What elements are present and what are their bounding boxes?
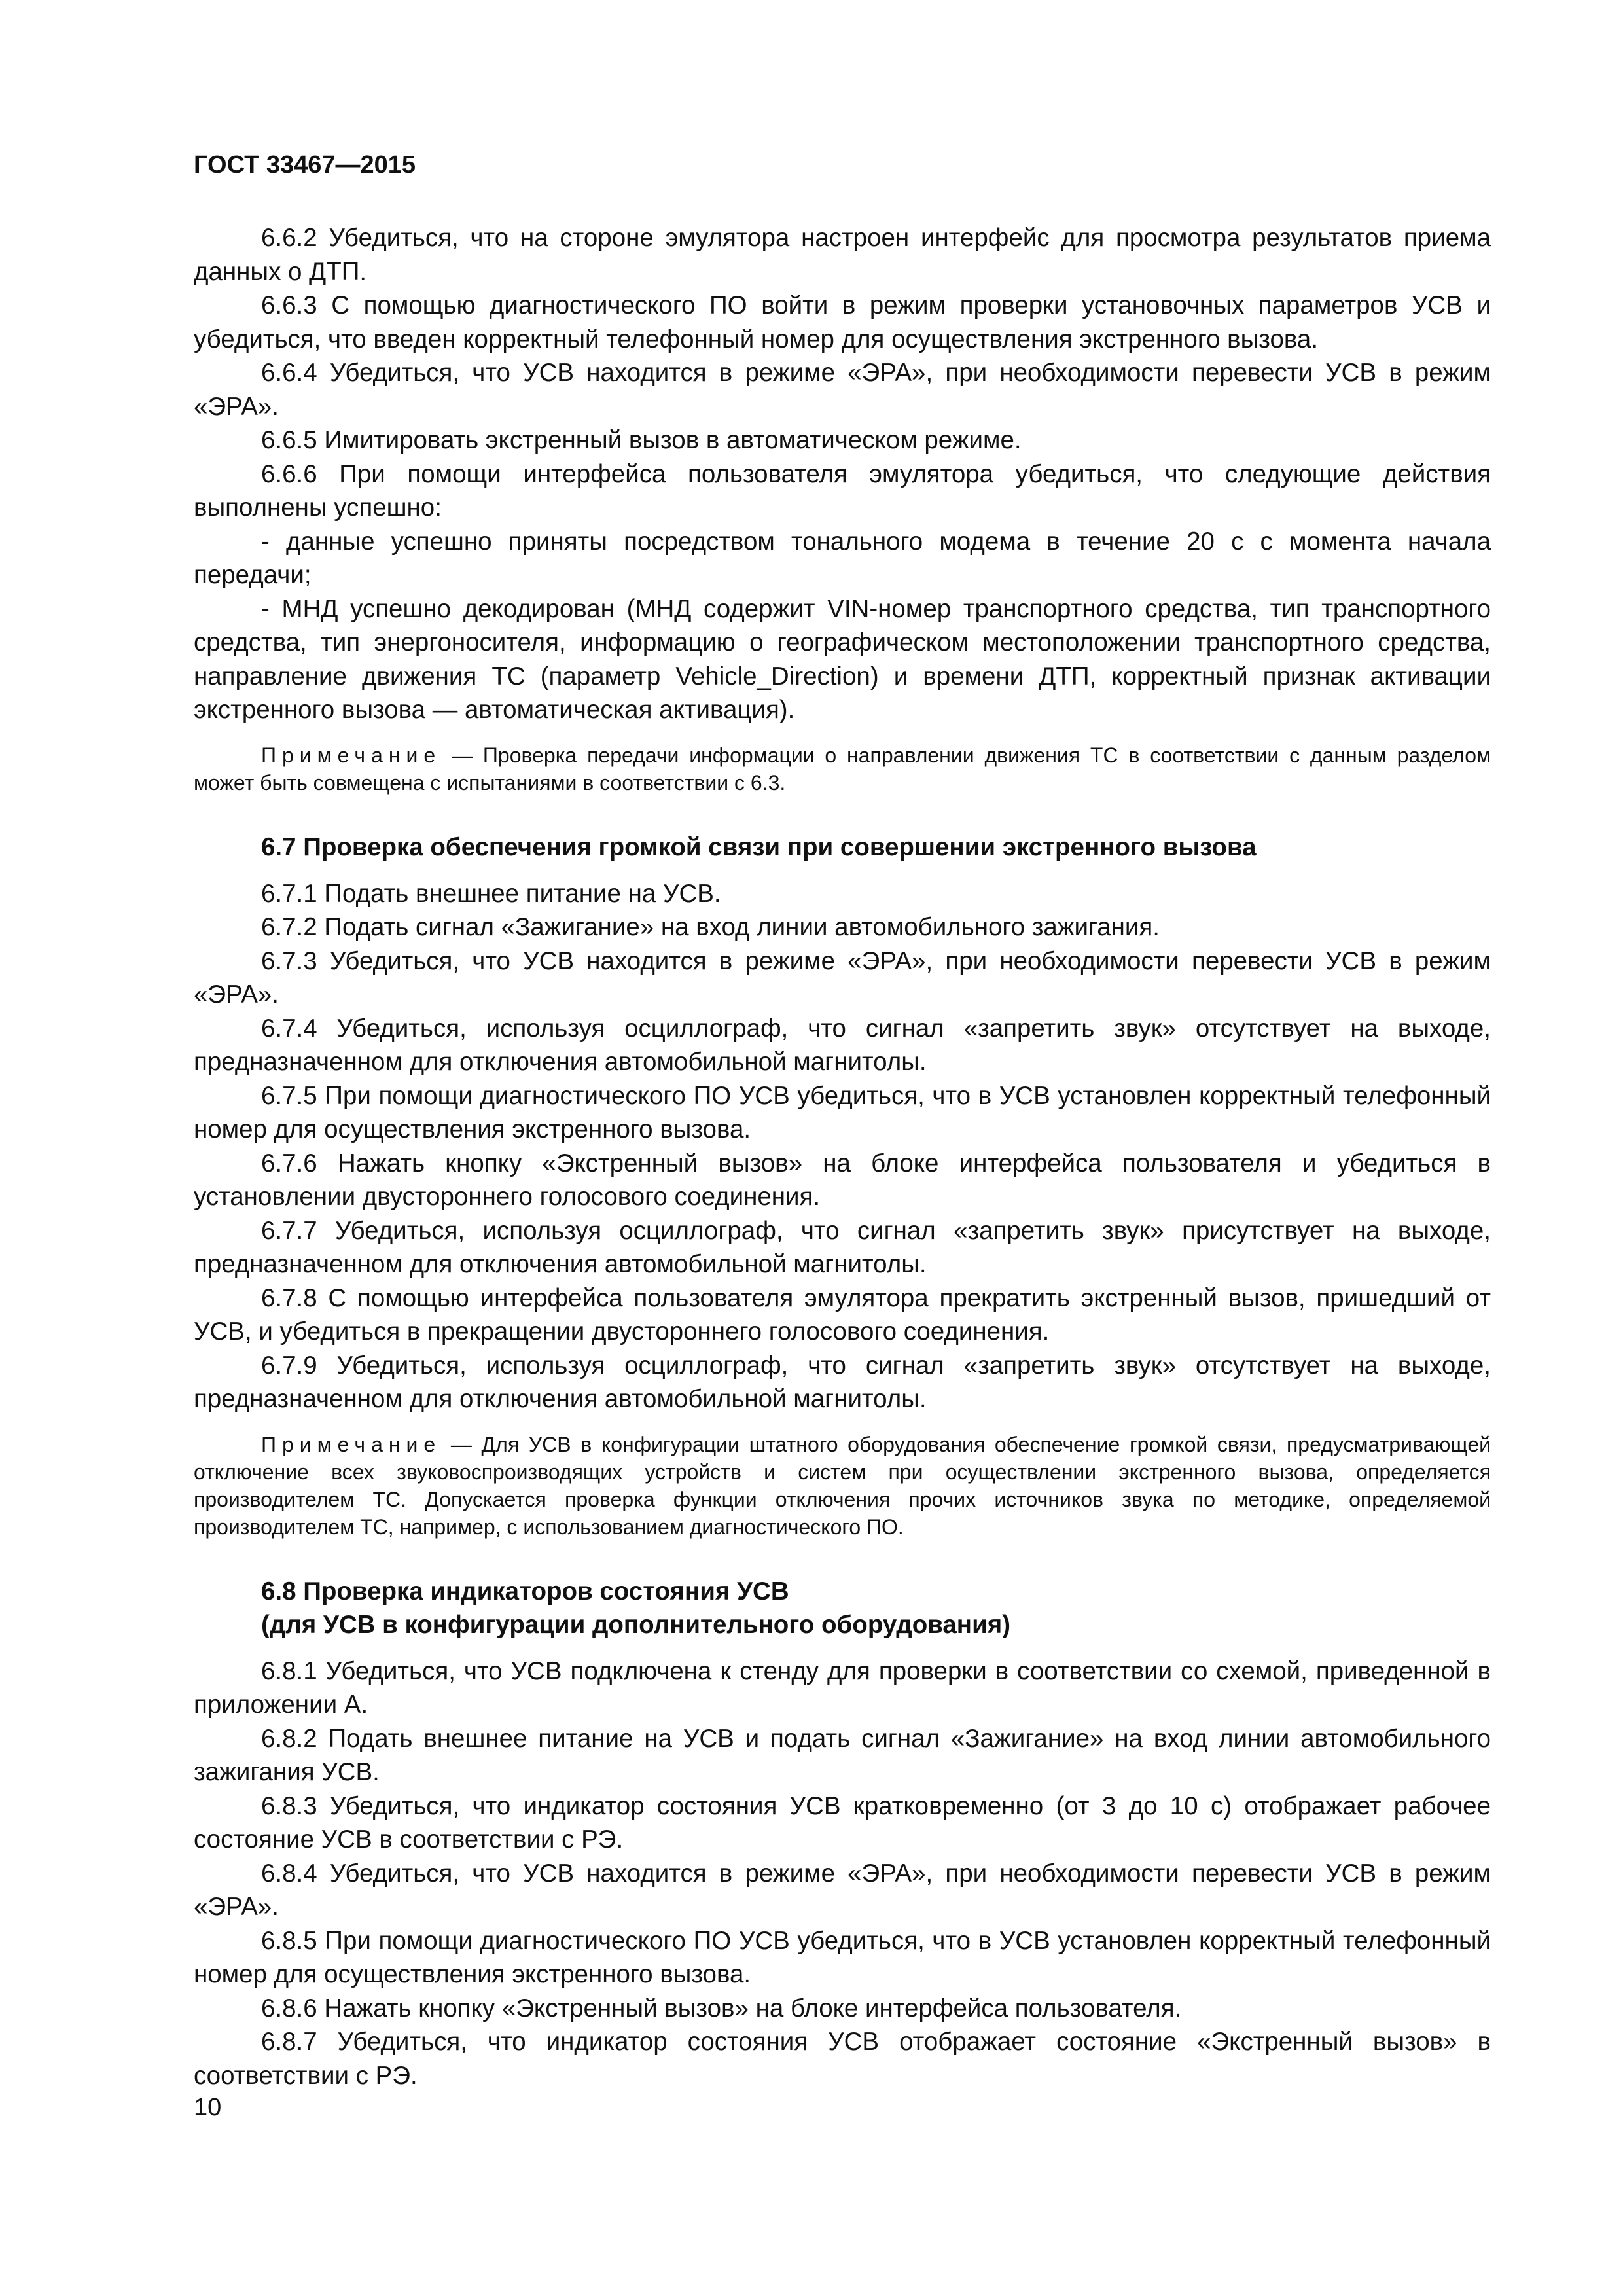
paragraph-6-7-2: 6.7.2 Подать сигнал «Зажигание» на вход линии автомобильного зажигания.: [261, 913, 1160, 941]
paragraph-6-6-2: 6.6.2 Убедиться, что на стороне эмулятора настроен интерфейс для просмотра результатов приема данных о ДТП.: [194, 224, 1491, 286]
section-heading-6-7: [194, 831, 1491, 864]
section-heading-6-8: [194, 1575, 1491, 1641]
paragraph-6-8-5: 6.8.5 При помощи диагностического ПО УСВ убедиться, что в УСВ установлен корректный телефонный номер для осуществления экстренного вызова.: [194, 1926, 1491, 1988]
heading-line-1: 6.8 Проверка индикаторов состояния УСВ: [261, 1577, 789, 1605]
note-6-7: [194, 1431, 1491, 1541]
document-page: [194, 149, 1491, 2092]
paragraph-6-7-4: 6.7.4 Убедиться, используя осциллограф, что сигнал «запретить звук» отсутствует на выходе, предназначенном для отключения автомобильной магнитолы.: [194, 1014, 1491, 1076]
paragraph-6-8-3: 6.8.3 Убедиться, что индикатор состояния УСВ кратковременно (от 3 до 10 с) отображает рабочее состояние УСВ в соответствии с РЭ.: [194, 1791, 1491, 1854]
paragraph-6-6-3: 6.6.3 С помощью диагностического ПО войти в режим проверки установочных параметров УСВ и убедиться, что введен корректный телефонный номер для осуществления экстренного вызова.: [194, 291, 1491, 353]
note-text: — Для УСВ в конфигурации штатного оборудования обеспечение громкой связи, предусматривающей отключение всех звуковоспроизводящих устройств и систем при осуществлении экстренного вызова, определяется производителем ТС. Допускается проверка функции отключения прочих источников звука по методике, определяемой производителем ТС, например, с использованием диагностического ПО.: [194, 1432, 1491, 1539]
paragraph-6-8-6: 6.8.6 Нажать кнопку «Экстренный вызов» на блоке интерфейса пользователя.: [261, 1994, 1182, 2022]
heading-text: 6.7 Проверка обеспечения громкой связи при совершении экстренного вызова: [261, 833, 1257, 861]
note-text: — Проверка передачи информации о направлении движения ТС в соответствии с данным разделом может быть совмещена с испытаниями в соответствии с 6.3.: [194, 743, 1491, 795]
paragraph-6-6-4: 6.6.4 Убедиться, что УСВ находится в режиме «ЭРА», при необходимости перевести УСВ в режим «ЭРА».: [194, 359, 1491, 421]
heading-line-2: (для УСВ в конфигурации дополнительного оборудования): [261, 1610, 1011, 1639]
paragraph-6-6-5: 6.6.5 Имитировать экстренный вызов в автоматическом режиме.: [261, 426, 1022, 454]
block-6-6: [194, 221, 1491, 797]
note-6-6: [194, 742, 1491, 797]
section-6-8: [194, 1575, 1491, 2093]
paragraph-6-8-2: 6.8.2 Подать внешнее питание на УСВ и подать сигнал «Зажигание» на вход линии автомобильного зажигания УСВ.: [194, 1724, 1491, 1786]
paragraph-6-6-6: 6.6.6 При помощи интерфейса пользователя эмулятора убедиться, что следующие действия выполнены успешно:: [194, 459, 1491, 522]
list-item-data-received: - данные успешно приняты посредством тонального модема в течение 20 с с момента начала передачи;: [194, 527, 1491, 589]
list-item-mnd-decoded: - МНД успешно декодирован (МНД содержит VIN-номер транспортного средства, тип транспортного средства, тип энергоносителя, информацию о географическом местоположении транспортного средства, направление движения ТС (параметр Vehicle_Direction) и времени ДТП, корректный признак активации экстренного вызова — автоматическая активация).: [194, 594, 1491, 724]
paragraph-6-8-1: 6.8.1 Убедиться, что УСВ подключена к стенду для проверки в соответствии со схемой, приведенной в приложении А.: [194, 1657, 1491, 1719]
note-label: Примечание: [261, 1432, 442, 1456]
paragraph-6-8-4: 6.8.4 Убедиться, что УСВ находится в режиме «ЭРА», при необходимости перевести УСВ в режим «ЭРА».: [194, 1859, 1491, 1921]
paragraph-6-7-8: 6.7.8 С помощью интерфейса пользователя эмулятора прекратить экстренный вызов, пришедший от УСВ, и убедиться в прекращении двустороннего голосового соединения.: [194, 1283, 1491, 1346]
note-label: Примечание: [261, 743, 442, 767]
paragraph-6-8-7: 6.8.7 Убедиться, что индикатор состояния УСВ отображает состояние «Экстренный вызов» в соответствии с РЭ.: [194, 2028, 1491, 2090]
paragraph-6-7-6: 6.7.6 Нажать кнопку «Экстренный вызов» на блоке интерфейса пользователя и убедиться в установлении двустороннего голосового соединения.: [194, 1149, 1491, 1211]
paragraph-6-7-1: 6.7.1 Подать внешнее питание на УСВ.: [261, 879, 721, 908]
page-number: 10: [194, 2094, 222, 2121]
paragraph-6-7-9: 6.7.9 Убедиться, используя осциллограф, что сигнал «запретить звук» отсутствует на выходе, предназначенном для отключения автомобильной магнитолы.: [194, 1351, 1491, 1413]
paragraph-6-7-3: 6.7.3 Убедиться, что УСВ находится в режиме «ЭРА», при необходимости перевести УСВ в режим «ЭРА».: [194, 946, 1491, 1009]
section-6-7: [194, 831, 1491, 1541]
paragraph-6-7-7: 6.7.7 Убедиться, используя осциллограф, что сигнал «запретить звук» присутствует на выходе, предназначенном для отключения автомобильной магнитолы.: [194, 1216, 1491, 1278]
paragraph-6-7-5: 6.7.5 При помощи диагностического ПО УСВ убедиться, что в УСВ установлен корректный телефонный номер для осуществления экстренного вызова.: [194, 1081, 1491, 1143]
document-header: ГОСТ 33467—2015: [194, 151, 416, 179]
